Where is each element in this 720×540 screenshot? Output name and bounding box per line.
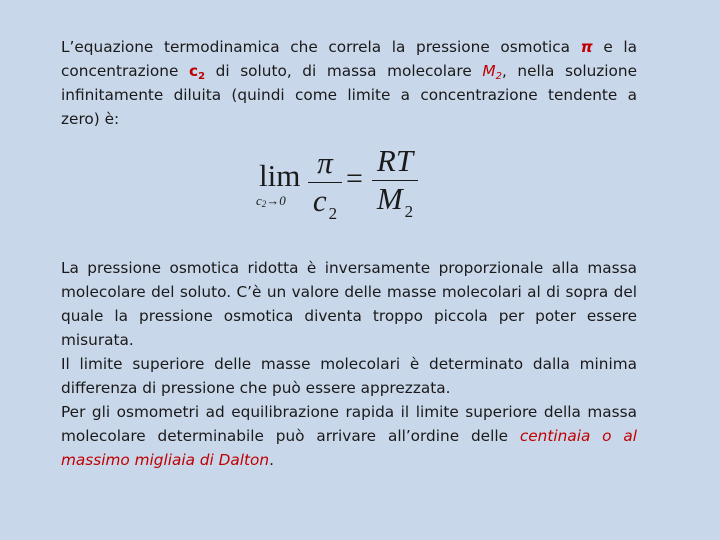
- intro-paragraph: [61, 35, 637, 131]
- frac2-numerator: RT: [376, 143, 414, 178]
- frac2-denominator: [372, 182, 418, 229]
- lim-operator: lim: [259, 158, 301, 193]
- frac1-numerator: π: [317, 145, 333, 180]
- intro-text-b: e la concentrazione: [61, 38, 637, 80]
- lim-var: c: [256, 193, 262, 208]
- explanation-paragraph-2: Il limite superiore delle masse molecolari è determinato dalla minima differenza di pressione che può essere apprezzata.: [61, 355, 637, 397]
- lim-arrow: →0: [266, 193, 286, 208]
- intro-text-c: di soluto, di massa molecolare: [205, 62, 483, 80]
- dalton-emphasis: centinaia o al massimo migliaia di Dalton: [61, 427, 637, 469]
- explanation-block: [61, 256, 637, 472]
- c-letter: c: [189, 62, 199, 80]
- equals-sign: =: [346, 162, 363, 195]
- explanation-3-end: .: [269, 451, 274, 469]
- c-subscript: 2: [198, 71, 206, 82]
- explanation-3-text: Per gli osmometri ad equilibrazione rapida il limite superiore della massa molecolare determinabile può arrivare all’ordine delle: [61, 403, 637, 445]
- frac2-den-letter: M: [376, 181, 403, 216]
- m-letter: M: [482, 62, 496, 80]
- m2-symbol: [482, 62, 502, 80]
- lim-var-sub: 2: [261, 199, 267, 209]
- explanation-paragraph-3: [61, 400, 637, 472]
- frac1-den-sub: 2: [328, 204, 338, 223]
- intro-text-a: L’equazione termodinamica che correla la pressione osmotica: [61, 38, 581, 56]
- pi-symbol: π: [580, 38, 593, 56]
- frac1-den-letter: c: [312, 183, 327, 218]
- intro-text-d: , nella soluzione infinitamente diluita (quindi come limite a concentrazione tendente a zero) è:: [61, 62, 638, 128]
- fraction-pi-over-c2: [308, 146, 342, 231]
- lim-subscript: [256, 193, 286, 209]
- c2-symbol: [189, 62, 205, 80]
- frac1-denominator: [308, 184, 342, 231]
- fraction-rt-over-m2: [372, 144, 418, 229]
- limit-formula: [256, 140, 426, 226]
- frac2-den-sub: 2: [404, 202, 414, 221]
- m-subscript: 2: [495, 71, 502, 82]
- explanation-paragraph-1: La pressione osmotica ridotta è inversamente proporzionale alla massa molecolare del soluto. C’è un valore delle masse molecolari al di sopra del quale la pressione osmotica diventa troppo piccola per poter essere misurata.: [61, 259, 637, 349]
